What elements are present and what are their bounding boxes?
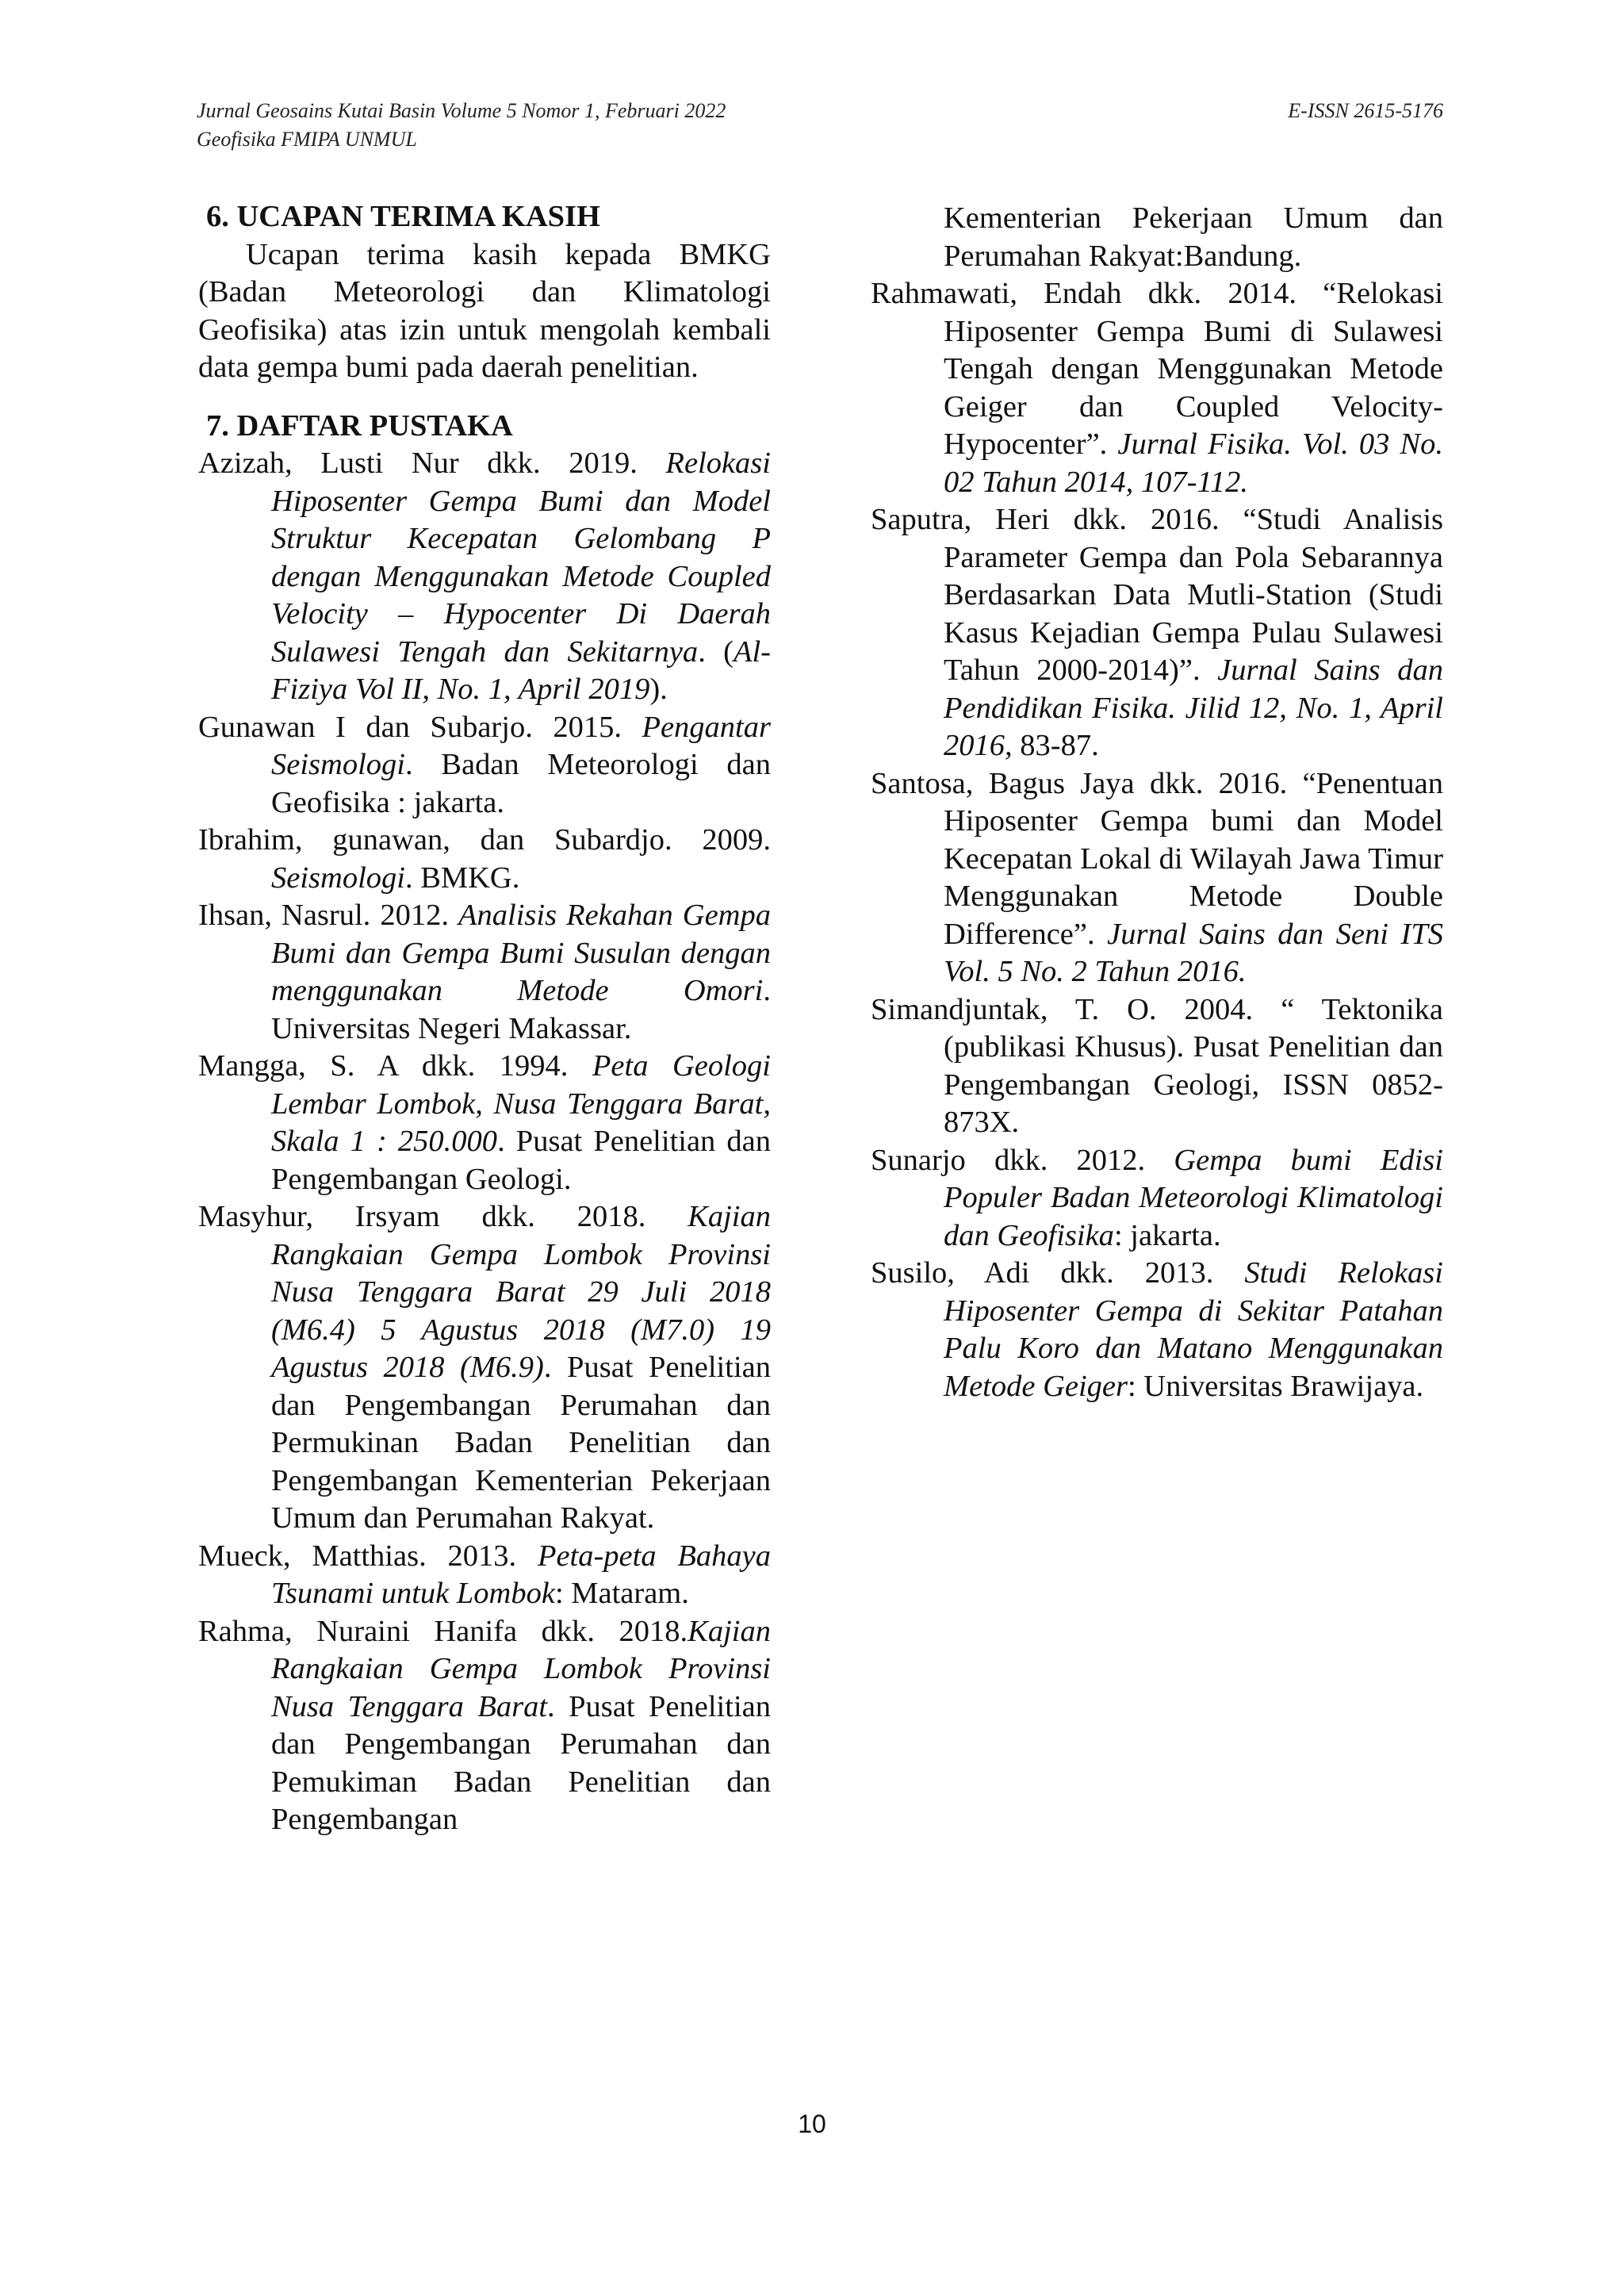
acknowledgement-heading: 6. UCAPAN TERIMA KASIH: [206, 200, 600, 233]
journal-title: Jurnal Geosains Kutai Basin Volume 5 Nomor 1, Februari 2022: [197, 99, 726, 122]
running-header: [197, 97, 1443, 154]
reference-item: Ibrahim, gunawan, dan Subardjo. 2009. Seismologi. BMKG.: [198, 823, 771, 895]
reference-item: Rahmawati, Endah dkk. 2014. “Relokasi Hiposenter Gempa Bumi di Sulawesi Tengah dengan Menggunakan Metode Geiger dan Coupled Velocity-Hypocenter”. Jurnal Fisika. Vol. 03 No. 02 Tahun 2014, 107-112.: [871, 277, 1443, 499]
reference-item: Ihsan, Nasrul. 2012. Analisis Rekahan Gempa Bumi dan Gempa Bumi Susulan dengan menggunakan Metode Omori. Universitas Negeri Makassar.: [198, 899, 771, 1045]
reference-item: Mangga, S. A dkk. 1994. Peta Geologi Lembar Lombok, Nusa Tenggara Barat, Skala 1 : 250.000. Pusat Penelitian dan Pengembangan Geologi.: [198, 1049, 771, 1196]
reference-item: Masyhur, Irsyam dkk. 2018. Kajian Rangkaian Gempa Lombok Provinsi Nusa Tenggara Barat 29 Juli 2018 (M6.4) 5 Agustus 2018 (M7.0) 19 Agustus 2018 (M6.9). Pusat Penelitian dan Pengembangan Perumahan dan Permukinan Badan Penelitian dan Pengembangan Kementerian Pekerjaan Umum dan Perumahan Rakyat.: [198, 1200, 771, 1535]
reference-item: Mueck, Matthias. 2013. Peta-peta Bahaya Tsunami untuk Lombok: Mataram.: [198, 1539, 772, 1610]
reference-item: Rahma, Nuraini Hanifa dkk. 2018.Kajian Rangkaian Gempa Lombok Provinsi Nusa Tenggara Barat. Pusat Penelitian dan Pengembangan Perumahan dan Pemukiman Badan Penelitian dan Pengembangan: [198, 1614, 771, 1836]
left-column: [198, 198, 771, 1839]
reference-continuation: Kementerian Pekerjaan Umum dan Perumahan Rakyat:Bandung.: [944, 201, 1443, 273]
reference-item: Santosa, Bagus Jaya dkk. 2016. “Penentuan Hiposenter Gempa bumi dan Model Kecepatan Lokal di Wilayah Jawa Timur Menggunakan Metode Double Difference”. Jurnal Sains dan Seni ITS Vol. 5 No. 2 Tahun 2016.: [871, 766, 1443, 988]
reference-item: Simandjuntak, T. O. 2004. “ Tektonika (publikasi Khusus). Pusat Penelitian dan Pengembangan Geologi, ISSN 0852-873X.: [871, 992, 1443, 1139]
issn: E-ISSN 2615-5176: [1288, 99, 1443, 122]
page-number: 10: [798, 2110, 826, 2138]
reference-item: Azizah, Lusti Nur dkk. 2019. Relokasi Hiposenter Gempa Bumi dan Model Struktur Kecepatan Gelombang P dengan Menggunakan Metode Coupled Velocity – Hypocenter Di Daerah Sulawesi Tengah dan Sekitarnya. (Al-Fiziya Vol II, No. 1, April 2019).: [198, 447, 771, 706]
reference-item: Sunarjo dkk. 2012. Gempa bumi Edisi Populer Badan Meteorologi Klimatologi dan Geofisika: jakarta.: [871, 1143, 1443, 1252]
reference-item: Saputra, Heri dkk. 2016. “Studi Analisis Parameter Gempa dan Pola Sebarannya Berdasarkan Data Mutli-Station (Studi Kasus Kejadian Gempa Pulau Sulawesi Tahun 2000-2014)”. Jurnal Sains dan Pendidikan Fisika. Jilid 12, No. 1, April 2016, 83-87.: [871, 503, 1443, 762]
right-column: [871, 200, 1443, 1405]
acknowledgement-text: Ucapan terima kasih kepada BMKG (Badan Meteorologi dan Klimatologi Geofisika) atas izin untuk mengolah kembali data gempa bumi pada daerah penelitian.: [198, 237, 771, 384]
reference-item: Gunawan I dan Subarjo. 2015. Pengantar Seismologi. Badan Meteorologi dan Geofisika : jakarta.: [198, 710, 771, 819]
institution: Geofisika FMIPA UNMUL: [197, 128, 417, 151]
references-heading: 7. DAFTAR PUSTAKA: [206, 408, 513, 443]
reference-item: Susilo, Adi dkk. 2013. Studi Relokasi Hiposenter Gempa di Sekitar Patahan Palu Koro dan Matano Menggunakan Metode Geiger: Universitas Brawijaya.: [871, 1256, 1443, 1403]
